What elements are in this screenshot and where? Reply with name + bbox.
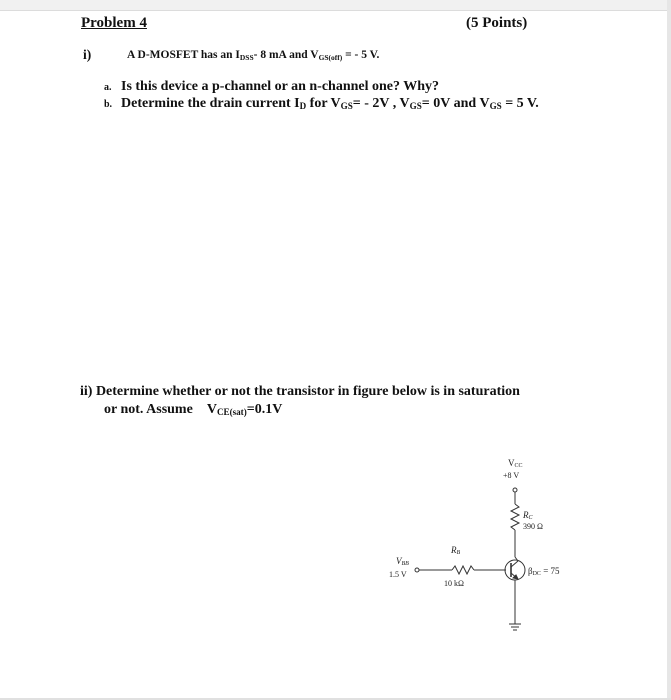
vbb-label: VBB <box>396 556 409 567</box>
question-b-label: b. <box>104 99 113 110</box>
vbb-terminal <box>415 568 419 572</box>
vcc-terminal <box>513 488 517 492</box>
rc-value: 390 Ω <box>523 522 543 531</box>
problem-title: Problem 4 <box>81 15 147 31</box>
vcc-label: VCC <box>508 458 523 469</box>
rb-label: RB <box>451 545 461 556</box>
vcc-value: +8 V <box>503 471 520 480</box>
question-b: b. Determine the drain current $I_D$ for $V_{GS}= - 2V$ , $V_{GS}= 0V$ and $V_{GS} = 5$ V. <box>104 96 539 111</box>
transistor-collector <box>511 561 518 567</box>
rb-value: 10 kΩ <box>444 579 464 588</box>
part-ii-line1: ii) Determine whether or not the transistor in figure below is in saturation <box>80 384 520 399</box>
vbb-value: 1.5 V <box>389 570 407 579</box>
problem-points: (5 Points) <box>466 15 528 31</box>
question-a-text: Is this device a p-channel or an n-channel one? Why? <box>121 79 440 94</box>
question-a-label: a. <box>104 82 112 93</box>
part-i-statement: A D-MOSFET has an $I_{DSS}-$ 8 mA and $V_{GS(off)}$ = - 5 V. <box>127 49 380 62</box>
rc-resistor <box>511 504 519 530</box>
rb-resistor <box>452 566 474 574</box>
beta-label: βDC = 75 <box>528 566 560 577</box>
part-i-number: i) <box>83 47 92 62</box>
rc-label: RC <box>523 510 533 521</box>
part-ii-line2: or not. Assume $V_{CE(sat)}=0.1V$ <box>104 402 283 417</box>
